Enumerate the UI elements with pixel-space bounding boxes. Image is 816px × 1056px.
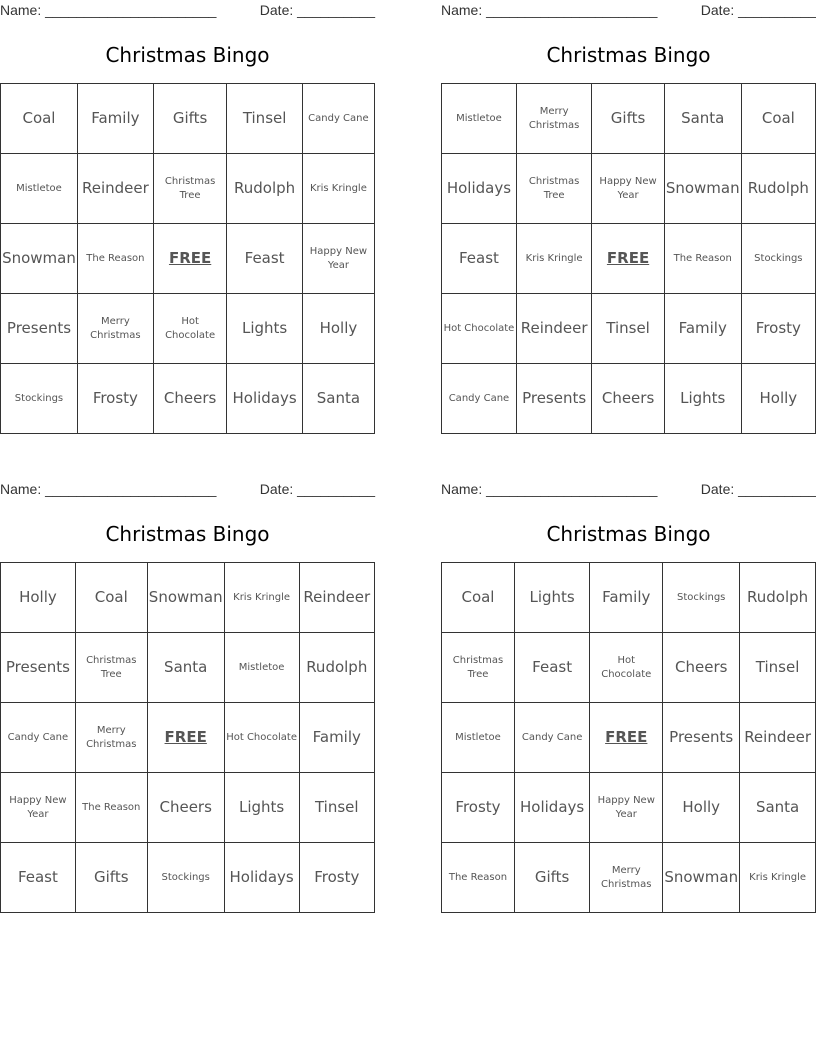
date-field: Date: __________	[259, 2, 375, 18]
bingo-cell: Presents	[1, 633, 76, 703]
name-date-row	[441, 0, 816, 20]
name-field: Name: ______________________	[0, 481, 217, 497]
bingo-cell: Kris Kringle	[224, 563, 299, 633]
bingo-cell: Mistletoe	[224, 633, 299, 703]
bingo-cell: Happy New Year	[1, 773, 76, 843]
bingo-cell: Merry Christmas	[77, 294, 153, 364]
bingo-cell: Gifts	[153, 84, 227, 154]
bingo-cell: Mistletoe	[442, 84, 517, 154]
grid-row	[442, 294, 816, 364]
grid-row	[1, 563, 375, 633]
bingo-cell: Holidays	[514, 773, 589, 843]
bingo-cell: Candy Cane	[1, 703, 76, 773]
bingo-cell: Merry Christmas	[590, 843, 663, 913]
card-title: Christmas Bingo	[105, 43, 270, 67]
bingo-cell: Coal	[741, 84, 815, 154]
bingo-cell: Family	[77, 84, 153, 154]
bingo-cell: Snowman	[1, 224, 78, 294]
bingo-cell: Cheers	[153, 364, 227, 434]
bingo-grid	[0, 83, 375, 434]
grid-row	[1, 84, 375, 154]
free-space: FREE	[590, 703, 663, 773]
bingo-cell: Reindeer	[77, 154, 153, 224]
bingo-cell: Santa	[740, 773, 816, 843]
bingo-cell: Reindeer	[740, 703, 816, 773]
bingo-cell: Reindeer	[516, 294, 591, 364]
bingo-cell: Santa	[664, 84, 741, 154]
grid-row	[1, 294, 375, 364]
name-date-row	[0, 479, 375, 499]
grid-row	[1, 703, 375, 773]
bingo-cell: Hot Chocolate	[442, 294, 517, 364]
free-space: FREE	[147, 703, 224, 773]
bingo-card-4	[441, 479, 816, 913]
bingo-cell: Holly	[741, 364, 815, 434]
bingo-cell: Snowman	[147, 563, 224, 633]
bingo-cell: Kris Kringle	[302, 154, 374, 224]
bingo-cell: Santa	[147, 633, 224, 703]
bingo-cell: Reindeer	[299, 563, 374, 633]
name-field: Name: ______________________	[0, 2, 217, 18]
bingo-cell: Tinsel	[592, 294, 664, 364]
grid-row	[442, 773, 816, 843]
bingo-cell: Hot Chocolate	[224, 703, 299, 773]
bingo-cell: The Reason	[442, 843, 515, 913]
bingo-cell: Cheers	[592, 364, 664, 434]
bingo-cell: Coal	[442, 563, 515, 633]
bingo-grid	[441, 83, 816, 434]
bingo-cell: Christmas Tree	[75, 633, 147, 703]
bingo-cell: Mistletoe	[442, 703, 515, 773]
bingo-cell: Tinsel	[227, 84, 302, 154]
bingo-cell: Frosty	[741, 294, 815, 364]
bingo-cell: Rudolph	[299, 633, 374, 703]
bingo-cell: The Reason	[75, 773, 147, 843]
bingo-cell: Happy New Year	[592, 154, 664, 224]
bingo-cell: Stockings	[663, 563, 740, 633]
grid-row	[1, 773, 375, 843]
name-date-row	[0, 0, 375, 20]
bingo-cell: Holidays	[442, 154, 517, 224]
bingo-cell: Holidays	[224, 843, 299, 913]
bingo-grid	[0, 562, 375, 913]
bingo-cell: Coal	[1, 84, 78, 154]
bingo-cell: Family	[299, 703, 374, 773]
bingo-cell: Tinsel	[299, 773, 374, 843]
date-field: Date: __________	[259, 481, 375, 497]
bingo-cell: Tinsel	[740, 633, 816, 703]
date-field: Date: __________	[700, 2, 816, 18]
grid-row	[1, 224, 375, 294]
bingo-cell: Christmas Tree	[442, 633, 515, 703]
bingo-cell: Cheers	[147, 773, 224, 843]
bingo-cell: Hot Chocolate	[590, 633, 663, 703]
grid-row	[1, 633, 375, 703]
bingo-cell: Cheers	[663, 633, 740, 703]
bingo-cell: Feast	[227, 224, 302, 294]
bingo-cell: Santa	[302, 364, 374, 434]
bingo-cell: Feast	[442, 224, 517, 294]
card-title: Christmas Bingo	[546, 522, 711, 546]
bingo-cell: Stockings	[147, 843, 224, 913]
bingo-card-2	[441, 0, 816, 434]
bingo-cell: Rudolph	[740, 563, 816, 633]
grid-row	[1, 154, 375, 224]
bingo-cell: Rudolph	[227, 154, 302, 224]
bingo-cell: Merry Christmas	[75, 703, 147, 773]
bingo-cell: Frosty	[442, 773, 515, 843]
bingo-card-1	[0, 0, 375, 434]
bingo-cell: Lights	[514, 563, 589, 633]
bingo-cell: Snowman	[663, 843, 740, 913]
bingo-cell: Coal	[75, 563, 147, 633]
bingo-cell: Holly	[302, 294, 374, 364]
bingo-cell: Kris Kringle	[516, 224, 591, 294]
bingo-cell: Holly	[663, 773, 740, 843]
name-date-row	[441, 479, 816, 499]
card-title: Christmas Bingo	[546, 43, 711, 67]
bingo-cell: Presents	[1, 294, 78, 364]
bingo-cell: Happy New Year	[302, 224, 374, 294]
grid-row	[442, 364, 816, 434]
bingo-cell: Presents	[516, 364, 591, 434]
bingo-cell: Frosty	[77, 364, 153, 434]
bingo-cell: Lights	[664, 364, 741, 434]
bingo-cell: Christmas Tree	[153, 154, 227, 224]
free-space: FREE	[153, 224, 227, 294]
card-title: Christmas Bingo	[105, 522, 270, 546]
bingo-cell: Gifts	[514, 843, 589, 913]
bingo-cell: Presents	[663, 703, 740, 773]
grid-row	[1, 364, 375, 434]
bingo-cell: Feast	[514, 633, 589, 703]
grid-row	[442, 154, 816, 224]
name-field: Name: ______________________	[441, 481, 658, 497]
grid-row	[442, 563, 816, 633]
bingo-cell: Mistletoe	[1, 154, 78, 224]
name-field: Name: ______________________	[441, 2, 658, 18]
bingo-cell: Happy New Year	[590, 773, 663, 843]
bingo-cell: Gifts	[592, 84, 664, 154]
bingo-cell: Snowman	[664, 154, 741, 224]
bingo-cell: Kris Kringle	[740, 843, 816, 913]
bingo-card-3	[0, 479, 375, 913]
grid-row	[442, 84, 816, 154]
bingo-cell: Candy Cane	[514, 703, 589, 773]
bingo-cell: Feast	[1, 843, 76, 913]
grid-row	[442, 843, 816, 913]
bingo-cell: Stockings	[1, 364, 78, 434]
free-space: FREE	[592, 224, 664, 294]
bingo-cell: Holly	[1, 563, 76, 633]
bingo-cell: Gifts	[75, 843, 147, 913]
bingo-cell: Family	[590, 563, 663, 633]
date-field: Date: __________	[700, 481, 816, 497]
grid-row	[1, 843, 375, 913]
bingo-cell: The Reason	[77, 224, 153, 294]
bingo-cell: Candy Cane	[302, 84, 374, 154]
bingo-cell: The Reason	[664, 224, 741, 294]
grid-row	[442, 633, 816, 703]
bingo-cell: Candy Cane	[442, 364, 517, 434]
bingo-cell: Frosty	[299, 843, 374, 913]
bingo-grid	[441, 562, 816, 913]
grid-row	[442, 703, 816, 773]
bingo-cell: Stockings	[741, 224, 815, 294]
bingo-cell: Holidays	[227, 364, 302, 434]
bingo-cell: Lights	[224, 773, 299, 843]
bingo-cell: Hot Chocolate	[153, 294, 227, 364]
grid-row	[442, 224, 816, 294]
bingo-cell: Christmas Tree	[516, 154, 591, 224]
bingo-cell: Lights	[227, 294, 302, 364]
bingo-cell: Merry Christmas	[516, 84, 591, 154]
bingo-cell: Rudolph	[741, 154, 815, 224]
bingo-cell: Family	[664, 294, 741, 364]
